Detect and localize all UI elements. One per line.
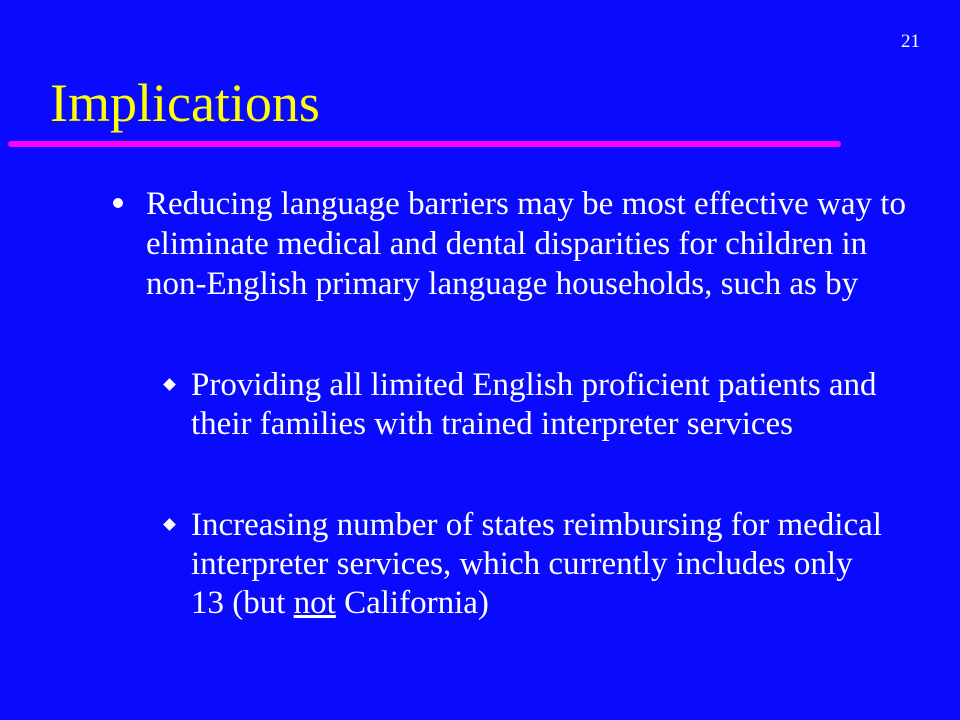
title-underline-rule xyxy=(8,141,841,147)
sub-bullet-2-emphasis: not xyxy=(293,585,336,621)
sub-bullet-2 xyxy=(191,506,891,623)
diamond-bullet-icon xyxy=(163,518,176,531)
page-number: 21 xyxy=(901,31,920,52)
diamond-bullet-icon xyxy=(163,378,176,391)
round-bullet-icon xyxy=(113,198,123,208)
slide-title: Implications xyxy=(50,73,320,133)
main-bullet-text: Reducing language barriers may be most effective way to eliminate medical and dental disparities for children in non-English primary language households, such as by xyxy=(146,186,906,302)
sub-bullet-2-text-before: Increasing number of states reimbursing for medical interpreter services, which currently includes only 13 (but xyxy=(191,507,882,621)
sub-bullet-1 xyxy=(191,366,891,444)
sub-bullet-2-text-after: California) xyxy=(335,585,489,621)
sub-bullet-1-text: Providing all limited English proficient patients and their families with trained interpreter services xyxy=(191,367,877,442)
main-bullet xyxy=(146,184,926,304)
